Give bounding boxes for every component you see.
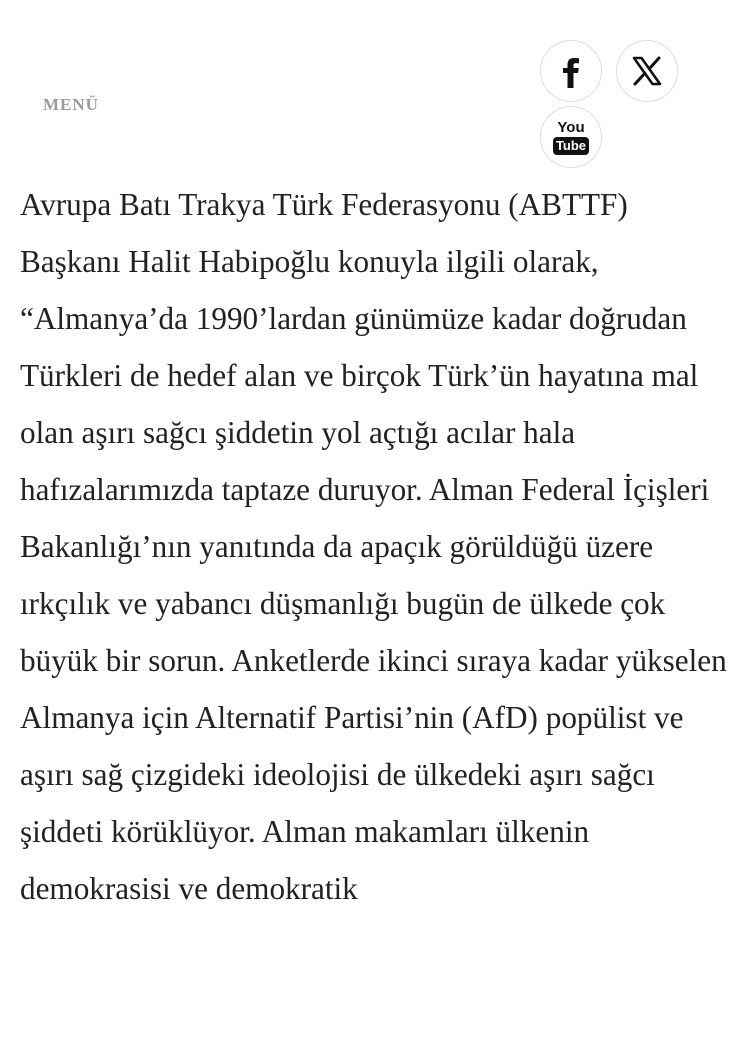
youtube-label-top: You	[557, 118, 585, 136]
x-link[interactable]	[616, 40, 678, 102]
youtube-link[interactable]	[540, 106, 602, 168]
facebook-link[interactable]	[540, 40, 602, 102]
article-paragraph: Avrupa Batı Trakya Türk Federasyonu (ABTTF) Başkanı Halit Habipoğlu konuyla ilgili olarak, “Almanya’da 1990’lardan günümüze kadar doğrudan Türkleri de hedef alan ve birçok Türk’ün hayatına mal olan aşırı sağcı şiddetin yol açtığı acılar hala hafızalarımızda taptaze duruyor. Alman Federal İçişleri Bakanlığı’nın yanıtında da apaçık görüldüğü üzere ırkçılık ve yabancı düşmanlığı bugün de ülkede çok büyük bir sorun. Anketlerde ikinci sıraya kadar yükselen Almanya için Alternatif Partisi’nin (AfD) popülist ve aşırı sağ çizgideki ideolojisi de ülkedeki aşırı sağcı şiddeti körüklüyor. Alman makamları ülkenin demokrasisi ve demokratik	[20, 187, 727, 906]
facebook-icon	[560, 54, 582, 88]
youtube-label-bottom: Tube	[553, 137, 589, 155]
menu-button[interactable]: MENÜ	[43, 95, 99, 114]
youtube-icon	[553, 120, 589, 155]
x-icon	[632, 56, 662, 86]
